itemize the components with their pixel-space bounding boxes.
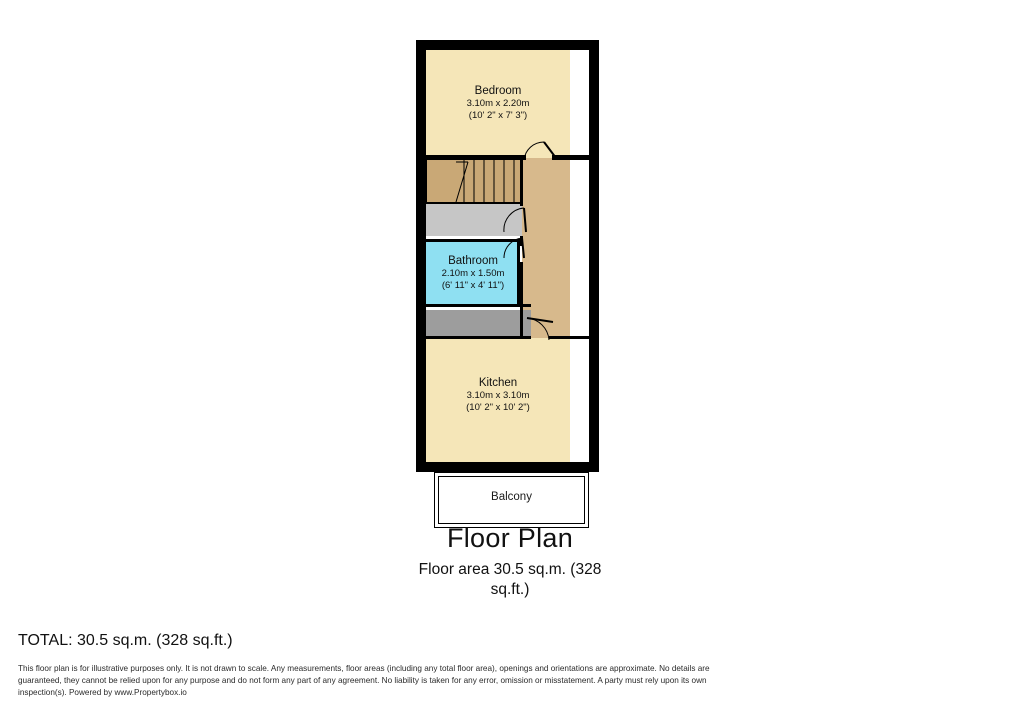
room-kitchen-dims-imperial: (10' 2" x 10' 2") xyxy=(466,402,530,414)
wall-stairs-landing xyxy=(426,202,522,204)
room-bathroom-dims-metric: 2.10m x 1.50m xyxy=(441,268,505,280)
total-area-line: TOTAL: 30.5 sq.m. (328 sq.ft.) xyxy=(18,632,233,649)
wall-kitchen-top xyxy=(426,336,531,339)
room-balcony-name: Balcony xyxy=(491,491,532,503)
room-kitchen-label xyxy=(426,376,570,414)
plan-title-block xyxy=(330,523,690,600)
staircase xyxy=(426,158,522,204)
wall-bathroom-bottom xyxy=(426,304,531,307)
page-title: Floor Plan xyxy=(446,523,574,553)
room-kitchen-name: Kitchen xyxy=(478,377,518,389)
disclaimer-text: This floor plan is for illustrative purposes only. It is not drawn to scale. Any measurements, floor areas (including any total floor area), openings and orientations are approximate. No details are guaranteed, they cannot be relied upon for any purpose and do not form any part of any agreement. No liability is taken for any error, omission or misstatement. A party must rely upon its own inspection(s). Powered by www.Propertybox.io xyxy=(18,664,710,697)
door-bedroom xyxy=(522,140,558,162)
room-kitchen-dims-metric: 3.10m x 3.10m xyxy=(466,390,530,402)
door-landing xyxy=(500,206,528,236)
room-bedroom-label xyxy=(426,84,570,122)
door-bathroom xyxy=(500,236,526,262)
wall-bedroom-bottom xyxy=(426,155,526,160)
room-bedroom-dims-metric: 3.10m x 2.20m xyxy=(466,98,530,110)
floor-plan-canvas xyxy=(404,30,614,530)
floor-area-summary: Floor area 30.5 sq.m. (328 sq.ft.) xyxy=(418,561,602,599)
stair-treads-icon xyxy=(426,158,522,204)
room-bedroom-name: Bedroom xyxy=(474,85,522,97)
room-balcony xyxy=(434,472,589,528)
room-bathroom-name: Bathroom xyxy=(448,255,498,267)
utility-strip xyxy=(426,310,531,338)
room-bathroom-dims-imperial: (6' 11" x 4' 11") xyxy=(441,280,505,292)
wall-corridor-left-upper xyxy=(520,158,523,206)
door-kitchen xyxy=(523,316,559,342)
room-bedroom-dims-imperial: (10' 2" x 7' 3") xyxy=(468,110,528,122)
room-kitchen xyxy=(426,338,570,462)
